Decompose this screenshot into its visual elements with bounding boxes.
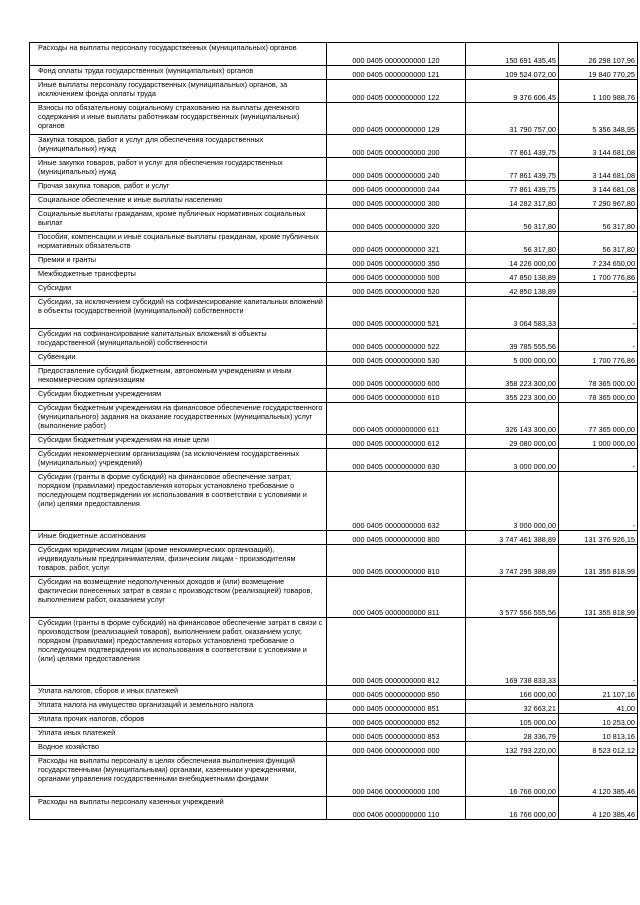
row-executed-amount: 1 000 000,00: [559, 435, 638, 449]
table-row: [30, 181, 638, 195]
row-executed-amount: 78 365 000,00: [559, 389, 638, 403]
table-row: [30, 283, 638, 297]
row-name-cell: [30, 435, 327, 449]
table-row: [30, 449, 638, 472]
row-executed-amount: -: [559, 297, 638, 329]
row-executed-amount: 5 356 348,95: [559, 103, 638, 135]
row-name-cell: [30, 80, 327, 103]
row-code: 000 0405 0000000000 600: [327, 366, 466, 389]
row-name: Расходы на выплаты персоналу государственных (муниципальных) органов: [38, 43, 297, 52]
row-executed-amount: 56 317,80: [559, 232, 638, 255]
row-name: Взносы по обязательному социальному страхованию на выплаты денежного содержания и иные выплаты работникам государственных (муниципальных) органов: [38, 103, 300, 130]
row-code: 000 0405 0000000000 129: [327, 103, 466, 135]
table-row: [30, 135, 638, 158]
row-name-cell: [30, 181, 327, 195]
budget-execution-table: [29, 42, 638, 820]
row-name: Субсидии: [38, 283, 72, 292]
row-name-cell: [30, 209, 327, 232]
row-executed-amount: 7 234 650,00: [559, 255, 638, 269]
row-code: 000 0405 0000000000 632: [327, 472, 466, 531]
row-name: Иные закупки товаров, работ и услуг для обеспечения государственных (муниципальных) нужд: [38, 158, 283, 176]
table-row: [30, 472, 638, 531]
row-name-cell: [30, 297, 327, 329]
row-approved-amount: 28 336,79: [466, 728, 559, 742]
row-approved-amount: 150 691 435,45: [466, 43, 559, 66]
table-row: [30, 577, 638, 618]
row-executed-amount: 10 813,16: [559, 728, 638, 742]
row-approved-amount: 39 785 555,56: [466, 329, 559, 352]
row-approved-amount: 3 000 000,00: [466, 449, 559, 472]
row-approved-amount: 109 524 072,00: [466, 66, 559, 80]
row-name: Социальное обеспечение и иные выплаты населению: [38, 195, 223, 204]
row-code: 000 0405 0000000000 530: [327, 352, 466, 366]
table-row: [30, 700, 638, 714]
row-executed-amount: -: [559, 472, 638, 531]
row-code: 000 0405 0000000000 521: [327, 297, 466, 329]
row-code: 000 0405 0000000000 520: [327, 283, 466, 297]
row-executed-amount: 78 365 000,00: [559, 366, 638, 389]
row-approved-amount: 16 766 000,00: [466, 756, 559, 797]
row-code: 000 0405 0000000000 812: [327, 618, 466, 686]
row-code: 000 0405 0000000000 244: [327, 181, 466, 195]
row-name: Субсидии бюджетным учреждениям на финансовое обеспечение государственного (муниципального) задания на оказание государственных (муниципальных) услуг (выполнение работ): [38, 403, 323, 430]
table-row: [30, 389, 638, 403]
table-row: [30, 686, 638, 700]
row-executed-amount: 21 107,16: [559, 686, 638, 700]
row-code: 000 0405 0000000000 610: [327, 389, 466, 403]
row-name-cell: [30, 255, 327, 269]
row-name: Пособия, компенсации и иные социальные выплаты гражданам, кроме публичных нормативных обязательств: [38, 232, 319, 250]
row-name-cell: [30, 618, 327, 686]
row-code: 000 0406 0000000000 110: [327, 797, 466, 820]
row-code: 000 0405 0000000000 300: [327, 195, 466, 209]
row-name: Субвенции: [38, 352, 76, 361]
row-name-cell: [30, 269, 327, 283]
row-name-cell: [30, 797, 327, 820]
row-code: 000 0405 0000000000 240: [327, 158, 466, 181]
row-name: Закупка товаров, работ и услуг для обеспечения государственных (муниципальных) нужд: [38, 135, 264, 153]
row-name-cell: [30, 472, 327, 531]
row-name: Субсидии, за исключением субсидий на софинансирование капитальных вложений в объекты государственной (муниципальной) собственности: [38, 297, 323, 315]
table-row: [30, 255, 638, 269]
row-executed-amount: 10 253,00: [559, 714, 638, 728]
row-approved-amount: 132 793 220,00: [466, 742, 559, 756]
table-row: [30, 195, 638, 209]
row-executed-amount: 3 144 681,08: [559, 158, 638, 181]
row-name: Субсидии некоммерческим организациям (за исключением государственных (муниципальных) учреждений): [38, 449, 300, 467]
table-row: [30, 43, 638, 66]
row-code: 000 0405 0000000000 200: [327, 135, 466, 158]
row-approved-amount: 77 861 439,75: [466, 181, 559, 195]
row-code: 000 0405 0000000000 120: [327, 43, 466, 66]
row-approved-amount: 56 317,80: [466, 209, 559, 232]
row-name: Субсидии на возмещение недополученных доходов и (или) возмещение фактически понесенных затрат в связи с производством (реализацией) товаров, выполнением работ, оказанием услуг: [38, 577, 313, 604]
row-executed-amount: 4 120 385,46: [559, 756, 638, 797]
row-code: 000 0405 0000000000 810: [327, 545, 466, 577]
table-row: [30, 797, 638, 820]
table-row: [30, 329, 638, 352]
row-name-cell: [30, 700, 327, 714]
row-name-cell: [30, 329, 327, 352]
row-name-cell: [30, 352, 327, 366]
table-row: [30, 103, 638, 135]
table-row: [30, 158, 638, 181]
row-code: 000 0405 0000000000 850: [327, 686, 466, 700]
row-code: 000 0405 0000000000 853: [327, 728, 466, 742]
row-executed-amount: 3 144 681,08: [559, 135, 638, 158]
row-name: Иные выплаты персоналу государственных (муниципальных) органов, за исключением фонда оплаты труда: [38, 80, 288, 98]
row-approved-amount: 56 317,80: [466, 232, 559, 255]
row-code: 000 0405 0000000000 320: [327, 209, 466, 232]
row-name-cell: [30, 158, 327, 181]
row-executed-amount: -: [559, 618, 638, 686]
row-name-cell: [30, 449, 327, 472]
row-executed-amount: 4 120 385,46: [559, 797, 638, 820]
row-executed-amount: 1 700 776,86: [559, 352, 638, 366]
row-executed-amount: 26 298 107,96: [559, 43, 638, 66]
row-executed-amount: 7 290 967,80: [559, 195, 638, 209]
row-name-cell: [30, 103, 327, 135]
row-name-cell: [30, 43, 327, 66]
row-name-cell: [30, 686, 327, 700]
row-name: Предоставление субсидий бюджетным, автономным учреждениям и иным некоммерческим организациям: [38, 366, 292, 384]
row-executed-amount: 41,00: [559, 700, 638, 714]
row-executed-amount: -: [559, 449, 638, 472]
table-row: [30, 232, 638, 255]
table-row: [30, 742, 638, 756]
row-name: Социальные выплаты гражданам, кроме публичных нормативных социальных выплат: [38, 209, 306, 227]
row-executed-amount: 131 376 926,15: [559, 531, 638, 545]
row-code: 000 0405 0000000000 122: [327, 80, 466, 103]
table-row: [30, 714, 638, 728]
row-name-cell: [30, 756, 327, 797]
row-executed-amount: 56 317,80: [559, 209, 638, 232]
row-executed-amount: 77 365 000,00: [559, 403, 638, 435]
row-code: 000 0405 0000000000 350: [327, 255, 466, 269]
row-name-cell: [30, 135, 327, 158]
table-row: [30, 297, 638, 329]
row-name: Субсидии (гранты в форме субсидий) на финансовое обеспечение затрат, порядком (правилами) предоставления которых установлено требование о последующем подтверждении их использования в соответствии с условиями и (или) целями предоставления: [38, 472, 307, 508]
row-name-cell: [30, 728, 327, 742]
row-executed-amount: -: [559, 283, 638, 297]
row-name-cell: [30, 742, 327, 756]
row-executed-amount: 131 355 818,99: [559, 577, 638, 618]
row-executed-amount: 19 840 770,25: [559, 66, 638, 80]
row-approved-amount: 16 766 000,00: [466, 797, 559, 820]
row-approved-amount: 47 850 138,89: [466, 269, 559, 283]
row-name: Расходы на выплаты персоналу казенных учреждений: [38, 797, 224, 806]
row-code: 000 0406 0000000000 000: [327, 742, 466, 756]
row-name: Уплата налога на имущество организаций и земельного налога: [38, 700, 254, 709]
row-executed-amount: 8 523 012,12: [559, 742, 638, 756]
row-name-cell: [30, 232, 327, 255]
table-row: [30, 269, 638, 283]
table-row: [30, 756, 638, 797]
row-approved-amount: 77 861 439,75: [466, 135, 559, 158]
row-approved-amount: 358 223 300,00: [466, 366, 559, 389]
row-approved-amount: 169 738 833,33: [466, 618, 559, 686]
row-name-cell: [30, 577, 327, 618]
row-approved-amount: 3 747 295 388,89: [466, 545, 559, 577]
row-name: Субсидии бюджетным учреждениям на иные цели: [38, 435, 209, 444]
row-name-cell: [30, 531, 327, 545]
row-approved-amount: 77 861 439,75: [466, 158, 559, 181]
row-name: Водное хозяйство: [38, 742, 99, 751]
row-approved-amount: 3 000 000,00: [466, 472, 559, 531]
row-approved-amount: 166 000,00: [466, 686, 559, 700]
row-approved-amount: 31 790 757,00: [466, 103, 559, 135]
row-name: Межбюджетные трансферты: [38, 269, 136, 278]
table-row: [30, 80, 638, 103]
row-approved-amount: 3 747 461 388,89: [466, 531, 559, 545]
row-executed-amount: 3 144 681,08: [559, 181, 638, 195]
row-name: Субсидии бюджетным учреждениям: [38, 389, 162, 398]
row-executed-amount: 1 100 988,76: [559, 80, 638, 103]
row-code: 000 0405 0000000000 500: [327, 269, 466, 283]
row-name-cell: [30, 545, 327, 577]
row-name-cell: [30, 195, 327, 209]
row-name: Прочая закупка товаров, работ и услуг: [38, 181, 170, 190]
table-row: [30, 66, 638, 80]
row-code: 000 0405 0000000000 852: [327, 714, 466, 728]
row-approved-amount: 14 282 317,80: [466, 195, 559, 209]
row-name-cell: [30, 389, 327, 403]
row-code: 000 0405 0000000000 121: [327, 66, 466, 80]
row-approved-amount: 29 080 000,00: [466, 435, 559, 449]
row-name: Уплата налогов, сборов и иных платежей: [38, 686, 179, 695]
row-code: 000 0405 0000000000 630: [327, 449, 466, 472]
row-executed-amount: 1 700 776,86: [559, 269, 638, 283]
row-name-cell: [30, 403, 327, 435]
row-approved-amount: 5 000 000,00: [466, 352, 559, 366]
row-name: Расходы на выплаты персоналу в целях обеспечения выполнения функций государственными (муниципальными) органами, казенными учреждениями, органами управления государственными внебюджетными фондами: [38, 756, 297, 783]
table-row: [30, 209, 638, 232]
row-name-cell: [30, 714, 327, 728]
row-name: Премии и гранты: [38, 255, 97, 264]
table-row: [30, 728, 638, 742]
row-name: Уплата прочих налогов, сборов: [38, 714, 145, 723]
table-row: [30, 352, 638, 366]
row-code: 000 0405 0000000000 800: [327, 531, 466, 545]
row-approved-amount: 3 064 583,33: [466, 297, 559, 329]
table-row: [30, 435, 638, 449]
table-row: [30, 545, 638, 577]
row-name-cell: [30, 66, 327, 80]
row-approved-amount: 9 376 606,45: [466, 80, 559, 103]
row-code: 000 0405 0000000000 612: [327, 435, 466, 449]
row-name-cell: [30, 366, 327, 389]
row-name: Уплата иных платежей: [38, 728, 116, 737]
row-name: Субсидии юридическим лицам (кроме некоммерческих организаций), индивидуальным предпринимателям, физическим лицам - производителям товаров, работ, услуг: [38, 545, 296, 572]
row-code: 000 0405 0000000000 522: [327, 329, 466, 352]
row-approved-amount: 42 850 138,89: [466, 283, 559, 297]
row-approved-amount: 14 226 000,00: [466, 255, 559, 269]
row-approved-amount: 105 000,00: [466, 714, 559, 728]
row-code: 000 0405 0000000000 851: [327, 700, 466, 714]
table-row: [30, 618, 638, 686]
table-row: [30, 366, 638, 389]
row-name: Субсидии на софинансирование капитальных вложений в объекты государственной (муниципальной) собственности: [38, 329, 267, 347]
row-approved-amount: 326 143 300,00: [466, 403, 559, 435]
row-approved-amount: 355 223 300,00: [466, 389, 559, 403]
row-executed-amount: -: [559, 329, 638, 352]
row-approved-amount: 32 663,21: [466, 700, 559, 714]
row-name: Субсидии (гранты в форме субсидий) на финансовое обеспечение затрат в связи с производством (реализацией товаров), выполнением работ, оказанием услуг, порядком (правилами) предоставления которых установлено требование о последующем подтверждении их использования в соответствии с условиями и (или) целями предоставления: [38, 618, 323, 663]
table-row: [30, 531, 638, 545]
row-approved-amount: 3 577 556 555,56: [466, 577, 559, 618]
row-name-cell: [30, 283, 327, 297]
row-name: Фонд оплаты труда государственных (муниципальных) органов: [38, 66, 254, 75]
row-executed-amount: 131 355 818,99: [559, 545, 638, 577]
row-name: Иные бюджетные ассигнования: [38, 531, 146, 540]
row-code: 000 0406 0000000000 100: [327, 756, 466, 797]
row-code: 000 0405 0000000000 321: [327, 232, 466, 255]
row-code: 000 0405 0000000000 611: [327, 403, 466, 435]
table-body: [30, 43, 638, 820]
row-code: 000 0405 0000000000 811: [327, 577, 466, 618]
table-row: [30, 403, 638, 435]
